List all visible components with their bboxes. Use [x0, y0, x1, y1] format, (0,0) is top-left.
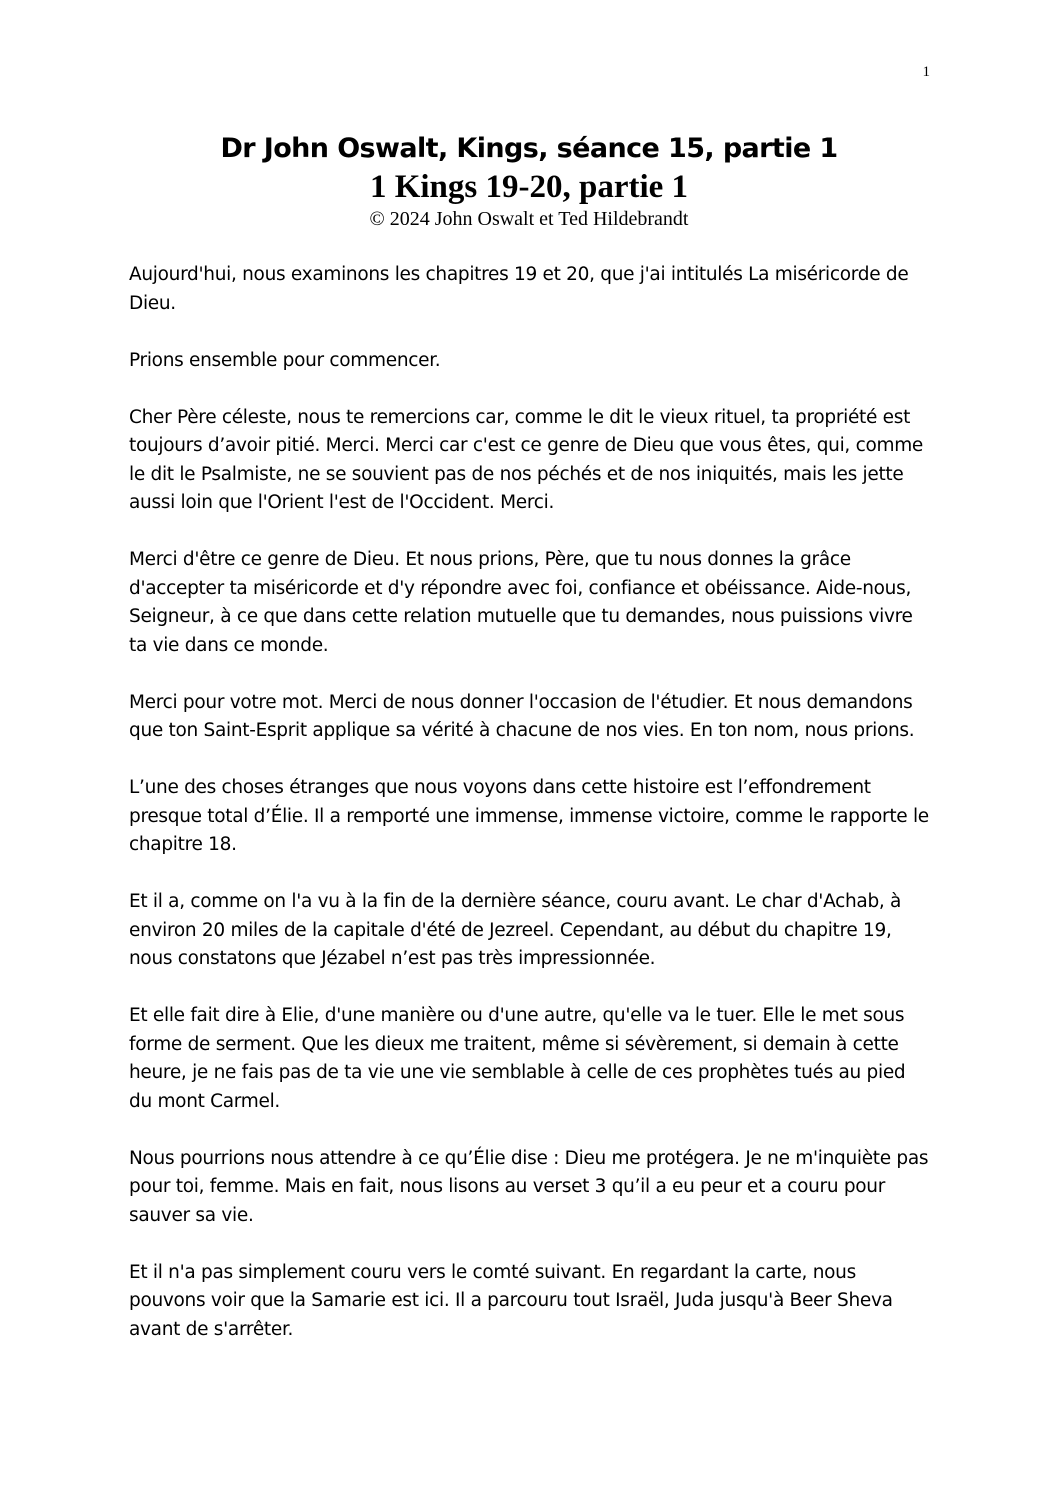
page-number: 1 — [922, 64, 930, 80]
paragraph: Et il n'a pas simplement couru vers le comté suivant. En regardant la carte, nous pouvons voir que la Samarie est ici. Il a parcouru tout Israël, Juda jusqu'à Beer Sheva avant de s'arrêter. — [129, 1261, 893, 1340]
paragraph: Merci pour votre mot. Merci de nous donner l'occasion de l'étudier. Et nous demandons que ton Saint-Esprit applique sa vérité à chacune de nos vies. En ton nom, nous prions. — [129, 691, 915, 741]
paragraph: Cher Père céleste, nous te remercions car, comme le dit le vieux rituel, ta propriété est toujours d’avoir pitié. Merci. Merci car c'est ce genre de Dieu que vous êtes, qui, comme le dit le Psalmiste, ne se souvient pas de nos péchés et de nos iniquités, mais les jette aussi loin que l'Orient l'est de l'Occident. Merci. — [129, 406, 924, 513]
document-title: Dr John Oswalt, Kings, séance 15, partie 1 — [220, 133, 838, 164]
copyright-line: © 2024 John Oswalt et Ted Hildebrandt — [369, 208, 689, 230]
paragraph: Et elle fait dire à Elie, d'une manière ou d'une autre, qu'elle va le tuer. Elle le met sous forme de serment. Que les dieux me traitent, même si sévèrement, si demain à cette heure, je ne fais pas de ta vie une vie semblable à celle de ces prophètes tués au pied du mont Carmel. — [129, 1005, 906, 1112]
document-header — [0, 131, 1058, 231]
document-subtitle: 1 Kings 19-20, partie 1 — [369, 169, 689, 205]
paragraph: Prions ensemble pour commencer. — [129, 349, 441, 371]
paragraph: Merci d'être ce genre de Dieu. Et nous prions, Père, que tu nous donnes la grâce d'accepter ta miséricorde et d'y répondre avec foi, confiance et obéissance. Aide-nous, Seigneur, à ce que dans cette relation mutuelle que tu demandes, nous puissions vivre ta vie dans ce monde. — [129, 549, 913, 656]
paragraph: Et il a, comme on l'a vu à la fin de la dernière séance, couru avant. Le char d'Achab, à environ 20 miles de la capitale d'été de Jezreel. Cependant, au début du chapitre 19, nous constatons que Jézabel n’est pas très impressionnée. — [129, 891, 902, 969]
paragraph: L’une des choses étranges que nous voyons dans cette histoire est l’effondrement presque total d’Élie. Il a remporté une immense, immense victoire, comme le rapporte le chapitre 18. — [129, 777, 929, 855]
paragraph: Aujourd'hui, nous examinons les chapitres 19 et 20, que j'ai intitulés La miséricorde de Dieu. — [129, 264, 909, 314]
paragraph: Nous pourrions nous attendre à ce qu’Élie dise : Dieu me protégera. Je ne m'inquiète pas pour toi, femme. Mais en fait, nous lisons au verset 3 qu’il a eu peur et a couru pour sauver sa vie. — [129, 1147, 929, 1226]
transcript-body — [129, 261, 929, 1373]
